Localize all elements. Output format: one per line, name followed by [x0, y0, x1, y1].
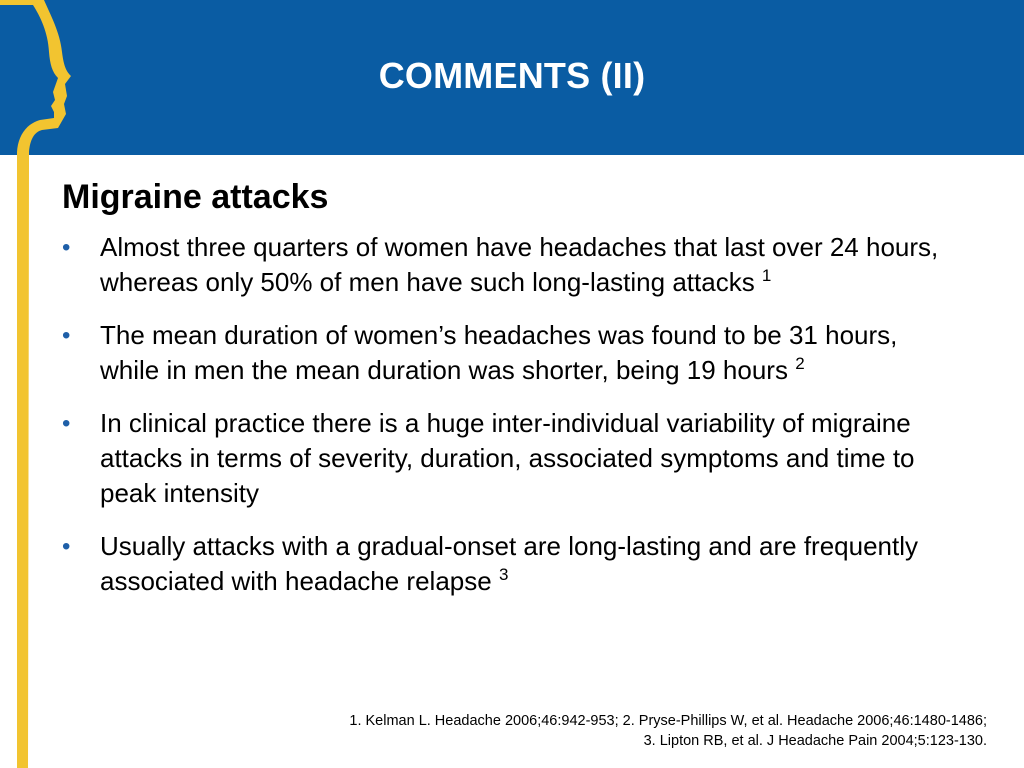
bullet-item [62, 529, 962, 599]
bullet-item [62, 406, 962, 511]
bullet-icon: • [62, 533, 71, 560]
bullet-text: The mean duration of women’s headaches was found to be 31 hours, while in men the mean duration was shorter, being 19 hours [100, 320, 898, 385]
bullet-text: Almost three quarters of women have headaches that last over 24 hours, whereas only 50% of men have such long-lasting attacks [100, 232, 939, 297]
bullet-icon: • [62, 234, 71, 261]
bullet-text: In clinical practice there is a huge inter-individual variability of migraine attacks in terms of severity, duration, associated symptoms and time to peak intensity [100, 408, 915, 508]
reference-line: 1. Kelman L. Headache 2006;46:942-953; 2. Pryse-Phillips W, et al. Headache 2006;46:1480-1486; [349, 713, 987, 729]
bullet-citation: 2 [795, 354, 805, 373]
bullet-text: Usually attacks with a gradual-onset are long-lasting and are frequently associated with headache relapse [100, 531, 919, 596]
bullet-item [62, 230, 962, 300]
bullet-icon: • [62, 410, 71, 437]
slide-title: COMMENTS (II) [378, 55, 646, 96]
references [349, 711, 987, 751]
section-heading: Migraine attacks [62, 178, 329, 216]
bullet-citation: 3 [498, 565, 509, 584]
bullet-icon: • [62, 322, 71, 349]
bullet-item [62, 318, 962, 388]
bullet-list [62, 230, 962, 599]
reference-line: 3. Lipton RB, et al. J Headache Pain 2004;5:123-130. [643, 733, 987, 749]
bullet-citation: 1 [761, 266, 772, 285]
slide-content [62, 176, 962, 617]
